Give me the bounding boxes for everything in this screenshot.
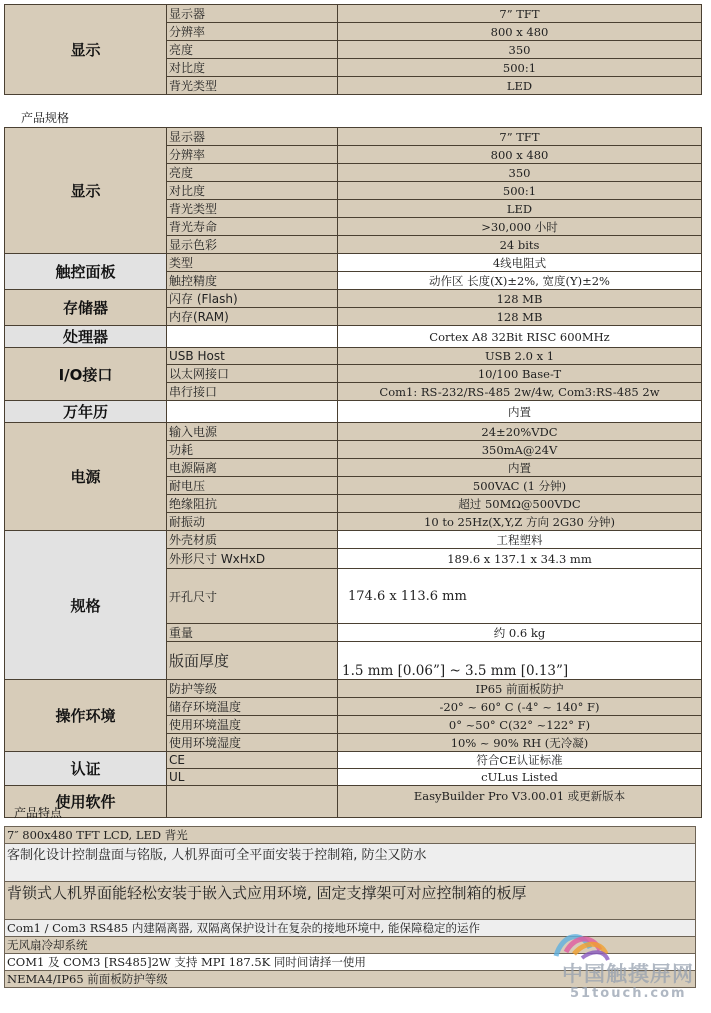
spec-label: 储存环境温度: [167, 698, 338, 716]
spec-value: EasyBuilder Pro V3.00.01 或更新版本: [338, 786, 702, 818]
spec-label: 背光寿命: [167, 218, 338, 236]
spec-label: UL: [167, 769, 338, 786]
spec-label: [167, 326, 338, 348]
spec-value: 128 MB: [338, 290, 702, 308]
spec-value: 800 x 480: [338, 146, 702, 164]
category-certification: 认证: [5, 752, 167, 786]
spec-value: Cortex A8 32Bit RISC 600MHz: [338, 326, 702, 348]
spec-value: 350: [338, 41, 702, 59]
watermark-url: 51touch.com: [570, 986, 687, 1001]
spec-label: 耐电压: [167, 477, 338, 495]
category-display: 显示: [5, 128, 167, 254]
spec-label: 输入电源: [167, 423, 338, 441]
spec-value: 128 MB: [338, 308, 702, 326]
spec-value: 7” TFT: [338, 128, 702, 146]
spec-label: USB Host: [167, 348, 338, 365]
feature-item: NEMA4/IP65 前面板防护等级: [5, 971, 696, 988]
spec-value: USB 2.0 x 1: [338, 348, 702, 365]
category-touch: 触控面板: [5, 254, 167, 290]
spec-label: 开孔尺寸: [167, 569, 338, 624]
spec-label: 使用环境湿度: [167, 734, 338, 752]
category-storage: 存储器: [5, 290, 167, 326]
spec-value: 350mA@24V: [338, 441, 702, 459]
category-power: 电源: [5, 423, 167, 531]
top-fragment-table: [4, 4, 702, 95]
spec-value: 24±20%VDC: [338, 423, 702, 441]
spec-label: 对比度: [167, 182, 338, 200]
category-dimensions: 规格: [5, 531, 167, 680]
spec-section-title: 产品规格: [21, 111, 70, 125]
spec-label: [167, 401, 338, 423]
spec-value: 350: [338, 164, 702, 182]
spec-value: 174.6 x 113.6 mm: [338, 569, 702, 624]
category-rtc: 万年历: [5, 401, 167, 423]
category-cpu: 处理器: [5, 326, 167, 348]
spec-label: 串行接口: [167, 383, 338, 401]
watermark-text: 中国触摸屏网: [562, 962, 694, 986]
category-io: I/O接口: [5, 348, 167, 401]
spec-value: cULus Listed: [338, 769, 702, 786]
category-display: 显示: [5, 5, 167, 95]
spec-label: 闪存 (Flash): [167, 290, 338, 308]
spec-value: 7” TFT: [338, 5, 702, 23]
feature-item: COM1 及 COM3 [RS485]2W 支持 MPI 187.5K 同时间请择一使用: [5, 954, 696, 971]
spec-label: 亮度: [167, 41, 338, 59]
spec-label: 版面厚度: [167, 642, 338, 680]
feature-item: 7″ 800x480 TFT LCD, LED 背光: [5, 827, 696, 844]
watermark-logo: [548, 928, 700, 1004]
spec-label: 外壳材质: [167, 531, 338, 549]
category-software: 使用软件: [5, 786, 167, 818]
spec-label: 分辨率: [167, 146, 338, 164]
spec-label: 分辨率: [167, 23, 338, 41]
spec-value: -20° ~ 60° C (-4° ~ 140° F): [338, 698, 702, 716]
feature-item: 背锁式人机界面能轻松安装于嵌入式应用环境, 固定支撑架可对应控制箱的板厚: [5, 882, 696, 920]
feature-item: 无风扇冷却系统: [5, 937, 696, 954]
spec-value: 内置: [338, 459, 702, 477]
spec-value: 189.6 x 137.1 x 34.3 mm: [338, 549, 702, 569]
features-section-title: 产品特点: [14, 806, 63, 820]
spec-label: 背光类型: [167, 77, 338, 95]
spec-label: 内存(RAM): [167, 308, 338, 326]
spec-label: 类型: [167, 254, 338, 272]
spec-label: 显示色彩: [167, 236, 338, 254]
spec-value: 超过 50MΩ@500VDC: [338, 495, 702, 513]
spec-value: 500:1: [338, 59, 702, 77]
spec-value: 1.5 mm [0.06”] ~ 3.5 mm [0.13”]: [338, 642, 702, 680]
spec-label: 对比度: [167, 59, 338, 77]
spec-value: 500:1: [338, 182, 702, 200]
spec-label: [167, 786, 338, 818]
spec-value: 内置: [338, 401, 702, 423]
spec-value: IP65 前面板防护: [338, 680, 702, 698]
spec-value: 10/100 Base-T: [338, 365, 702, 383]
spec-label: 绝缘阻抗: [167, 495, 338, 513]
spec-label: 显示器: [167, 128, 338, 146]
spec-label: 防护等级: [167, 680, 338, 698]
spec-value: 500VAC (1 分钟): [338, 477, 702, 495]
spec-label: 触控精度: [167, 272, 338, 290]
spec-label: 使用环境温度: [167, 716, 338, 734]
spec-label: 显示器: [167, 5, 338, 23]
feature-item: Com1 / Com3 RS485 内建隔离器, 双隔离保护设计在复杂的接地环境中, 能保障稳定的运作: [5, 920, 696, 937]
spec-value: 800 x 480: [338, 23, 702, 41]
spec-value: 动作区 长度(X)±2%, 宽度(Y)±2%: [338, 272, 702, 290]
spec-table: [4, 127, 702, 818]
spec-label: 功耗: [167, 441, 338, 459]
spec-value: 工程塑料: [338, 531, 702, 549]
spec-value: 4线电阻式: [338, 254, 702, 272]
spec-label: CE: [167, 752, 338, 769]
spec-label: 耐振动: [167, 513, 338, 531]
spec-value: Com1: RS-232/RS-485 2w/4w, Com3:RS-485 2w: [338, 383, 702, 401]
spec-value: 0° ~50° C(32° ~122° F): [338, 716, 702, 734]
spec-value: 24 bits: [338, 236, 702, 254]
spec-value: >30,000 小时: [338, 218, 702, 236]
spec-label: 背光类型: [167, 200, 338, 218]
spec-label: 重量: [167, 624, 338, 642]
spec-label: 外形尺寸 WxHxD: [167, 549, 338, 569]
spec-value: 符合CE认证标准: [338, 752, 702, 769]
spec-label: 以太网接口: [167, 365, 338, 383]
spec-value: LED: [338, 200, 702, 218]
spec-label: 电源隔离: [167, 459, 338, 477]
category-environment: 操作环境: [5, 680, 167, 752]
spec-label: 亮度: [167, 164, 338, 182]
spec-value: 10 to 25Hz(X,Y,Z 方向 2G30 分钟): [338, 513, 702, 531]
spec-value: 10% ~ 90% RH (无冷凝): [338, 734, 702, 752]
feature-item: 客制化设计控制盘面与铭版, 人机界面可全平面安装于控制箱, 防尘又防水: [5, 844, 696, 882]
spec-value: 约 0.6 kg: [338, 624, 702, 642]
spec-value: LED: [338, 77, 702, 95]
